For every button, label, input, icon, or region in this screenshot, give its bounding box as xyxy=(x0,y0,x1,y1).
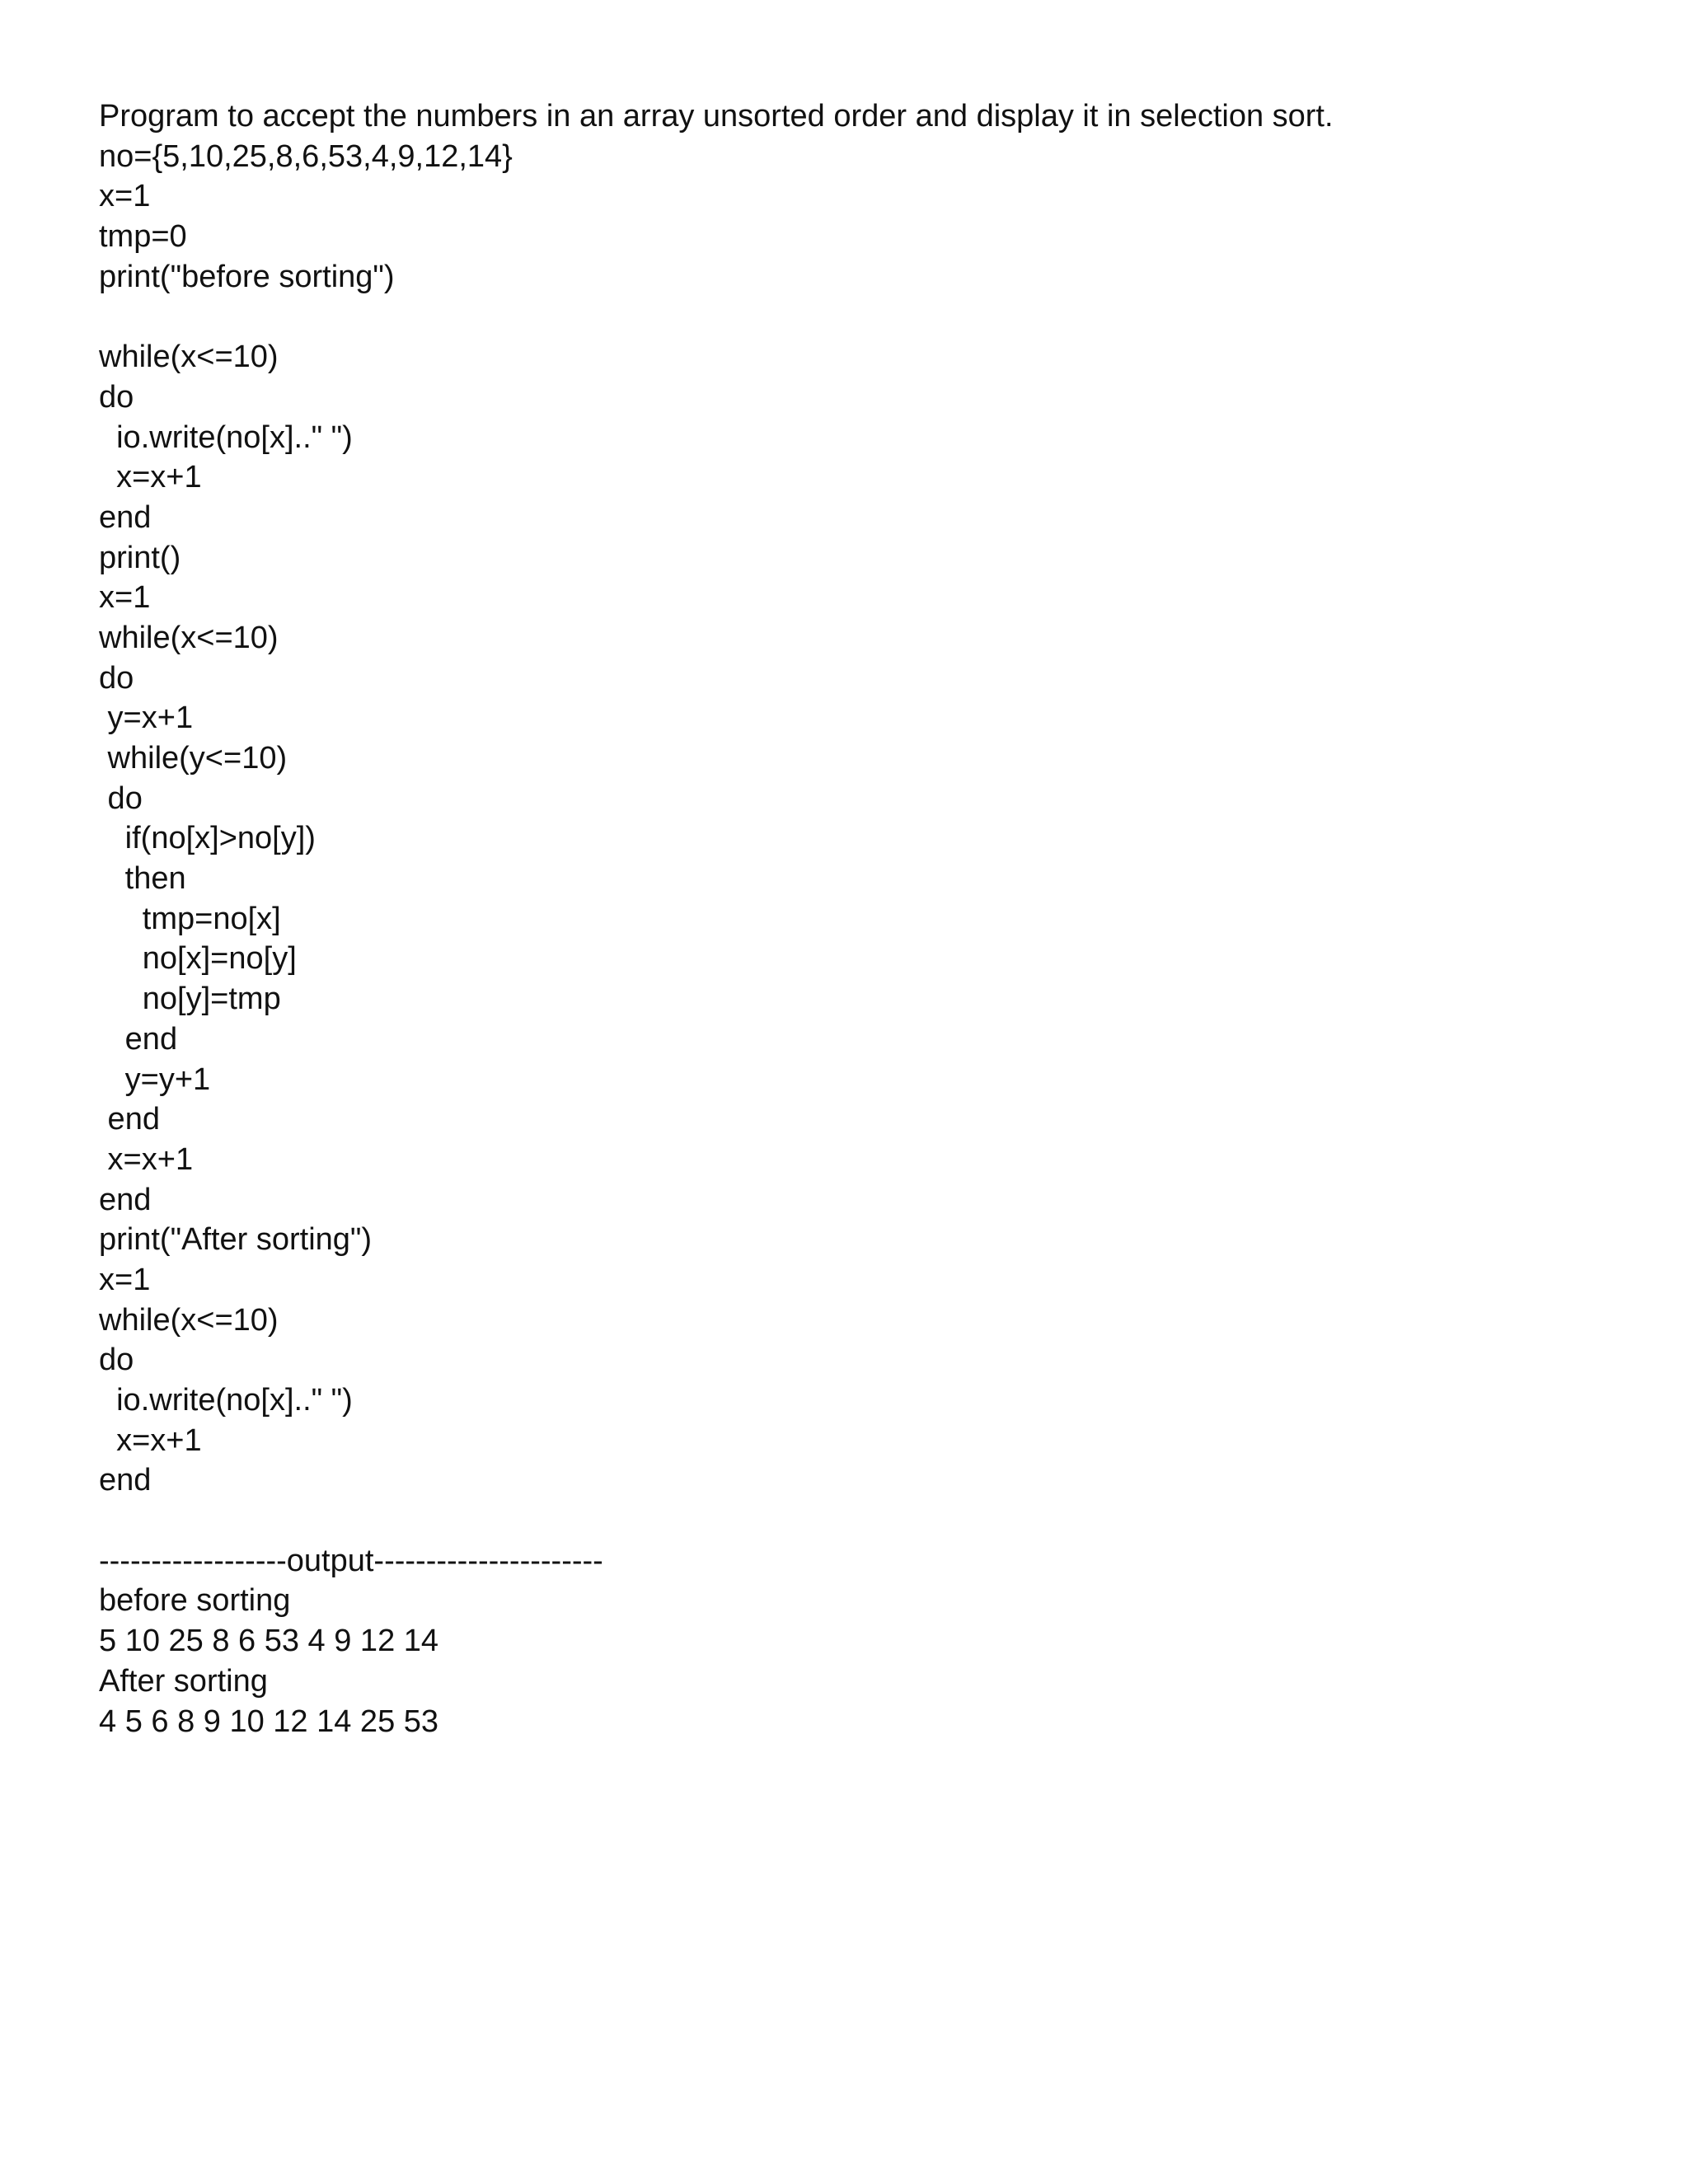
code-line: while(x<=10) xyxy=(99,1302,279,1338)
code-line: y=y+1 xyxy=(99,1062,211,1097)
code-line: no={5,10,25,8,6,53,4,9,12,14} xyxy=(99,138,513,174)
output-divider: ------------------output---------------------- xyxy=(99,1543,603,1578)
code-line: x=1 xyxy=(99,580,151,616)
document-heading: Program to accept the numbers in an array unsorted order and display it in selection sort. xyxy=(99,99,1334,134)
output-line: before sorting xyxy=(99,1583,291,1619)
code-line: x=x+1 xyxy=(99,1422,202,1458)
code-line: x=1 xyxy=(99,1262,151,1297)
code-line: tmp=0 xyxy=(99,219,187,255)
code-line: end xyxy=(99,1102,160,1137)
code-line: no[x]=no[y] xyxy=(99,941,297,977)
code-line: do xyxy=(99,780,143,816)
code-line: print("before sorting") xyxy=(99,259,395,294)
code-block-part1 xyxy=(99,137,1632,298)
code-line: do xyxy=(99,660,134,696)
code-line: io.write(no[x].." ") xyxy=(99,419,353,455)
code-line: while(y<=10) xyxy=(99,741,288,776)
document-body xyxy=(99,96,1632,1741)
code-line: end xyxy=(99,1463,152,1498)
code-line: x=x+1 xyxy=(99,460,202,495)
code-line: then xyxy=(99,861,186,897)
output-line: 4 5 6 8 9 10 12 14 25 53 xyxy=(99,1704,439,1739)
code-line: no[y]=tmp xyxy=(99,982,281,1017)
output-line: After sorting xyxy=(99,1663,268,1699)
code-line: do xyxy=(99,1343,134,1378)
code-line: end xyxy=(99,499,152,535)
code-block-part2 xyxy=(99,337,1632,1501)
code-line: x=1 xyxy=(99,179,151,214)
code-line: do xyxy=(99,379,134,415)
code-line: end xyxy=(99,1021,178,1057)
code-line: while(x<=10) xyxy=(99,620,279,655)
code-line: if(no[x]>no[y]) xyxy=(99,821,316,856)
output-block xyxy=(99,1541,1632,1741)
code-line: tmp=no[x] xyxy=(99,901,281,936)
blank-line xyxy=(99,1501,1632,1541)
code-line: io.write(no[x].." ") xyxy=(99,1383,353,1418)
code-line: while(x<=10) xyxy=(99,340,279,375)
code-line: end xyxy=(99,1182,152,1217)
code-line: print() xyxy=(99,540,181,575)
code-line: x=x+1 xyxy=(99,1141,194,1177)
code-line: print("After sorting") xyxy=(99,1222,373,1258)
output-line: 5 10 25 8 6 53 4 9 12 14 xyxy=(99,1624,439,1659)
code-line: y=x+1 xyxy=(99,701,194,736)
blank-line xyxy=(99,297,1632,337)
